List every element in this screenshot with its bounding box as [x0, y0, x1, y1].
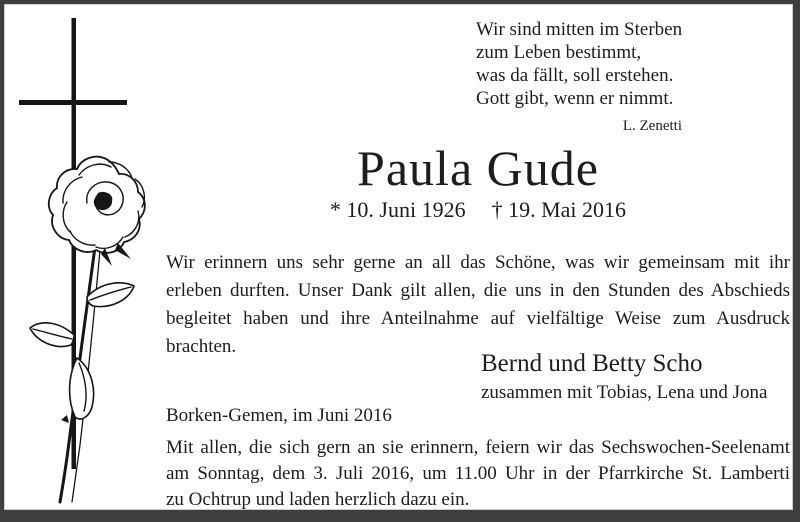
tribute-line: Wir erinnern uns sehr gerne an all das Schöne, was wir gemeinsam mit ihr: [166, 252, 790, 273]
epigraph-line: Gott gibt, wenn er nimmt.: [476, 88, 674, 109]
service-line: am Sonntag, dem 3. Juli 2016, um 11.00 Uhr in der Pfarrkirche St. Lamberti: [166, 463, 790, 484]
cross-and-rose-illustration: [5, 5, 175, 509]
epigraph-line: zum Leben bestimmt,: [476, 42, 642, 63]
birth-date: * 10. Juni 1926: [329, 197, 466, 222]
tribute-line: begleitet haben und ihre Anteilnahme auf vielfältige Weise zum Ausdruck: [166, 308, 790, 329]
notice-card: [4, 4, 793, 510]
epigraph-line: was da fällt, soll erstehen.: [476, 65, 674, 86]
life-dates: [165, 197, 791, 223]
tribute-line: erleben durften. Unser Dank gilt allen, die uns in den Stunden des Abschieds: [166, 280, 790, 301]
epigraph-line: Wir sind mitten im Sterben: [476, 19, 683, 40]
mourners-secondary: zusammen mit Tobias, Lena und Jona: [481, 382, 768, 403]
epigraph-attribution: L. Zenetti: [622, 118, 682, 134]
tribute-line: brachten.: [166, 336, 237, 357]
mourners: [481, 349, 767, 405]
deceased-name: Paula Gude: [357, 140, 599, 196]
service-announcement: [166, 435, 790, 510]
mourners-primary: Bernd und Betty Scho: [481, 350, 703, 377]
place-and-date: Borken-Gemen, im Juni 2016: [166, 405, 392, 426]
epigraph: [476, 18, 694, 138]
service-line: Mit allen, die sich gern an sie erinnern, feiern wir das Sechswochen-Seelenamt: [166, 437, 790, 458]
rose-icon: [30, 157, 145, 502]
death-date: † 19. Mai 2016: [491, 197, 627, 222]
service-line: zu Ochtrup und laden herzlich dazu ein.: [166, 489, 470, 510]
tribute-paragraph: [166, 249, 790, 361]
